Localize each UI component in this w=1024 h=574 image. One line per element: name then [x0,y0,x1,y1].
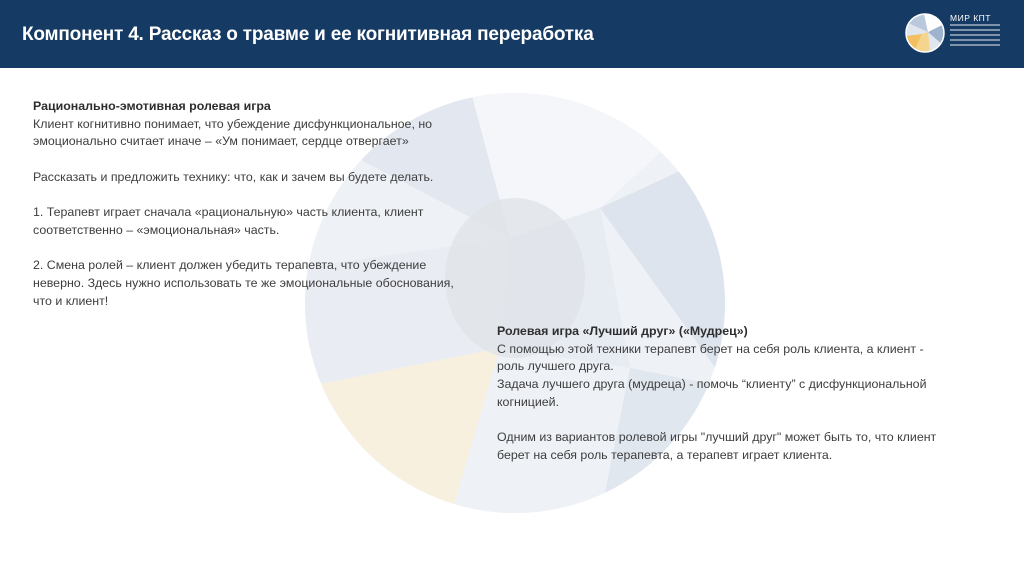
text-line: эмоционально считает иначе – «Ум понимает, сердце отвергает» [33,134,409,149]
text-line: роль лучшего друга. [497,359,614,374]
text-line: берет на себя роль терапевта, а терапевт играет клиента. [497,447,833,462]
section-heading: Рационально-эмотивная ролевая игра [33,99,271,113]
text-line: Задача лучшего друга (мудреца) - помочь “клиенту” с дисфункциональной [497,377,927,392]
text-line: 1. Терапевт играет сначала «рациональную» часть клиента, клиент [33,205,424,220]
logo-title: МИР КПТ [950,13,991,23]
section-heading: Ролевая игра «Лучший друг» («Мудрец») [497,324,748,338]
text-line: 2. Смена ролей – клиент должен убедить терапевта, что убеждение [33,258,427,273]
text-line: Одним из вариантов ролевой игры "лучший друг" может быть то, что клиент [497,430,937,445]
header-bar [0,0,1024,68]
text-line: неверно. Здесь нужно использовать те же эмоциональные обоснования, [33,275,454,290]
text-line: Клиент когнитивно понимает, что убеждение дисфункциональное, но [33,116,433,131]
text-line: Рассказать и предложить технику: что, как и зачем вы будете делать. [33,169,434,184]
text-line: что и клиент! [33,293,109,308]
best-friend-section [497,323,997,465]
rational-emotive-section [33,98,513,310]
text-line: когницией. [497,394,560,409]
slide-title: Компонент 4. Рассказ о травме и ее когнитивная переработка [22,24,594,45]
text-line: соответственно – «эмоциональная» часть. [33,222,280,237]
logo [904,10,1004,56]
text-line: С помощью этой техники терапевт берет на себя роль клиента, а клиент - [497,341,924,356]
globe-logo-icon [904,12,946,54]
logo-tagline [950,24,1000,49]
